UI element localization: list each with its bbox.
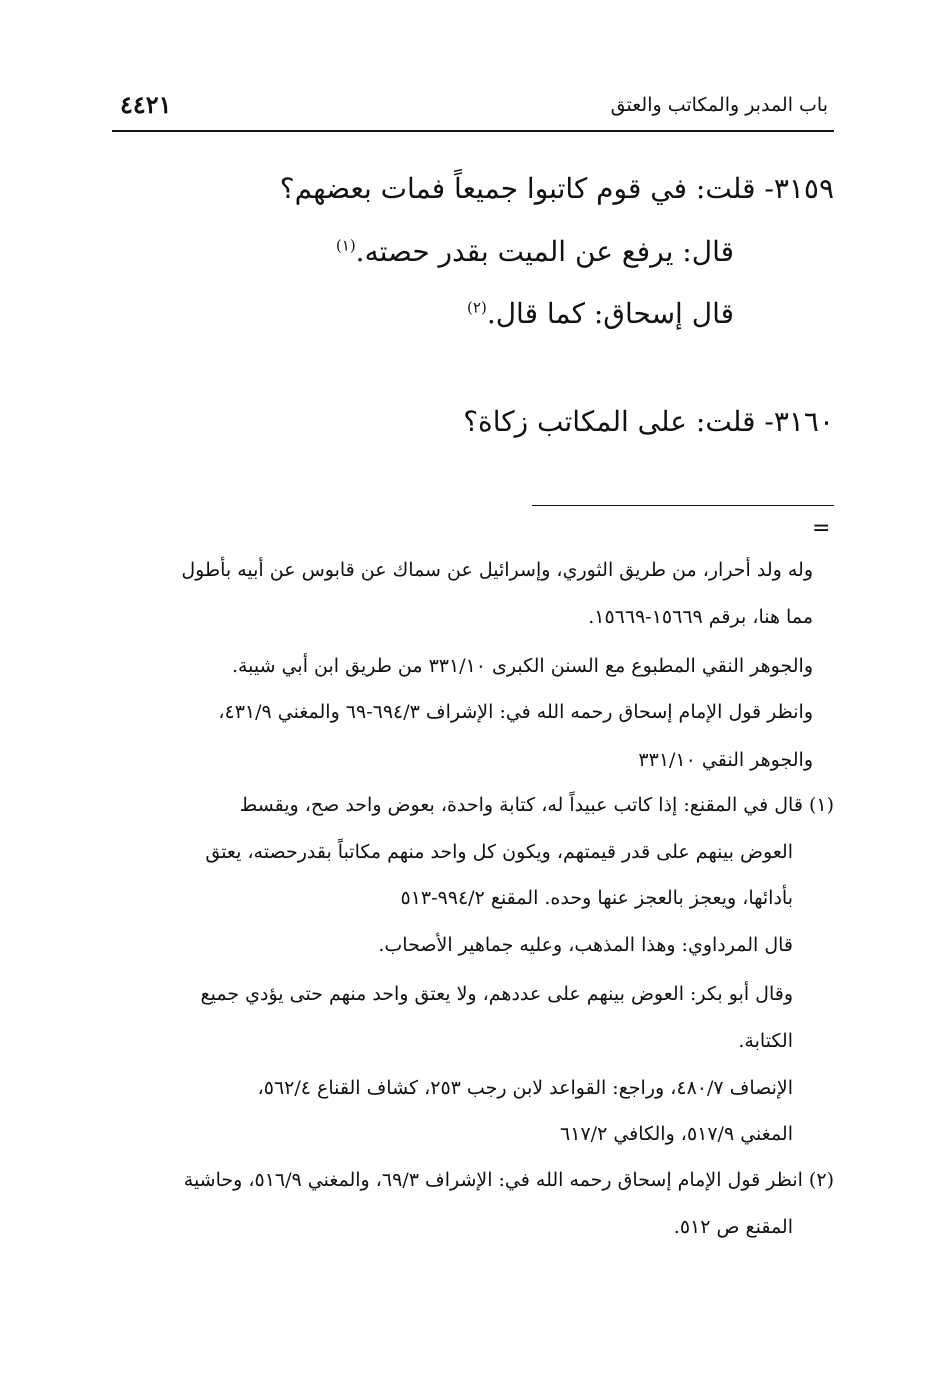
question-3159-text: ٣١٥٩- قلت: في قوم كاتبوا جميعاً فمات بعضهم؟ xyxy=(279,172,834,205)
footnote-line: والجوهر النقي المطبوع مع السنن الكبرى ٣٣١/١٠ من طريق ابن أبي شيبة. xyxy=(231,655,813,677)
footnote-line: مما هنا، برقم ١٥٦٦٩-١٥٦٦٩. xyxy=(588,606,813,628)
page-number: ٤٤٢١ xyxy=(120,90,172,119)
footnote-ref-1[interactable]: (١) xyxy=(335,236,356,255)
footnote-line: وله ولد أحرار، من طريق الثوري، وإسرائيل عن سماك عن قابوس عن أبيه بأطول xyxy=(181,559,813,581)
footnote-1-line: الإنصاف ٤٨٠/٧، وراجع: القواعد لابن رجب ٢٥٣، كشاف القناع ٥٦٢/٤، xyxy=(257,1077,793,1099)
footnote-1-line: قال المرداوي: وهذا المذهب، وعليه جماهير الأصحاب. xyxy=(378,934,793,956)
footnote-2-line: (٢) انظر قول الإمام إسحاق رحمه الله في: الإشراف ٦٩/٣، والمغني ٥١٦/٩، وحاشية xyxy=(183,1169,834,1191)
continuation-mark: = xyxy=(812,516,831,541)
footnote-2-line: المقنع ص ٥١٢. xyxy=(673,1216,793,1238)
footnote-separator xyxy=(532,505,834,506)
footnote-1-line: بأدائها، ويعجز بالعجز عنها وحده. المقنع ٩٩٤/٢-٥١٣ xyxy=(400,887,793,909)
footnote-1-line: المغني ٥١٧/٩، والكافي ٦١٧/٢ xyxy=(560,1123,793,1145)
answer-3159-text: قال: يرفع عن الميت بقدر حصته. xyxy=(355,235,734,268)
footnote-ref-2[interactable]: (٢) xyxy=(467,298,487,317)
footnote-1-line: وقال أبو بكر: العوض بينهم على عددهم، ولا يعتق واحد منهم حتى يؤدي جميع xyxy=(200,983,793,1005)
footnote-line: وانظر قول الإمام إسحاق رحمه الله في: الإشراف ٦٩٤/٣-٦٩ والمغني ٤٣١/٩، xyxy=(218,701,813,723)
ishaq-answer-text: قال إسحاق: كما قال. xyxy=(486,297,734,330)
footnote-1-line: (١) قال في المقنع: إذا كاتب عبيداً له، كتابة واحدة، بعوض واحد صح، ويقسط xyxy=(239,794,834,816)
running-header xyxy=(112,88,834,128)
header-rule xyxy=(112,130,834,132)
question-3160 xyxy=(463,405,834,438)
chapter-title: باب المدبر والمكاتب والعتق xyxy=(610,94,828,116)
ishaq-answer-3159 xyxy=(467,297,734,330)
footnote-1-line: العوض بينهم على قدر قيمتهم، ويكون كل واحد منهم مكاتباً بقدرحصته، يعتق xyxy=(205,841,793,863)
footnote-1-line: الكتابة. xyxy=(738,1030,793,1052)
question-3159 xyxy=(280,172,834,205)
footnote-line: والجوهر النقي ٣٣١/١٠ xyxy=(638,749,813,771)
question-3160-text: ٣١٦٠- قلت: على المكاتب زكاة؟ xyxy=(463,405,834,438)
answer-3159 xyxy=(336,235,734,268)
